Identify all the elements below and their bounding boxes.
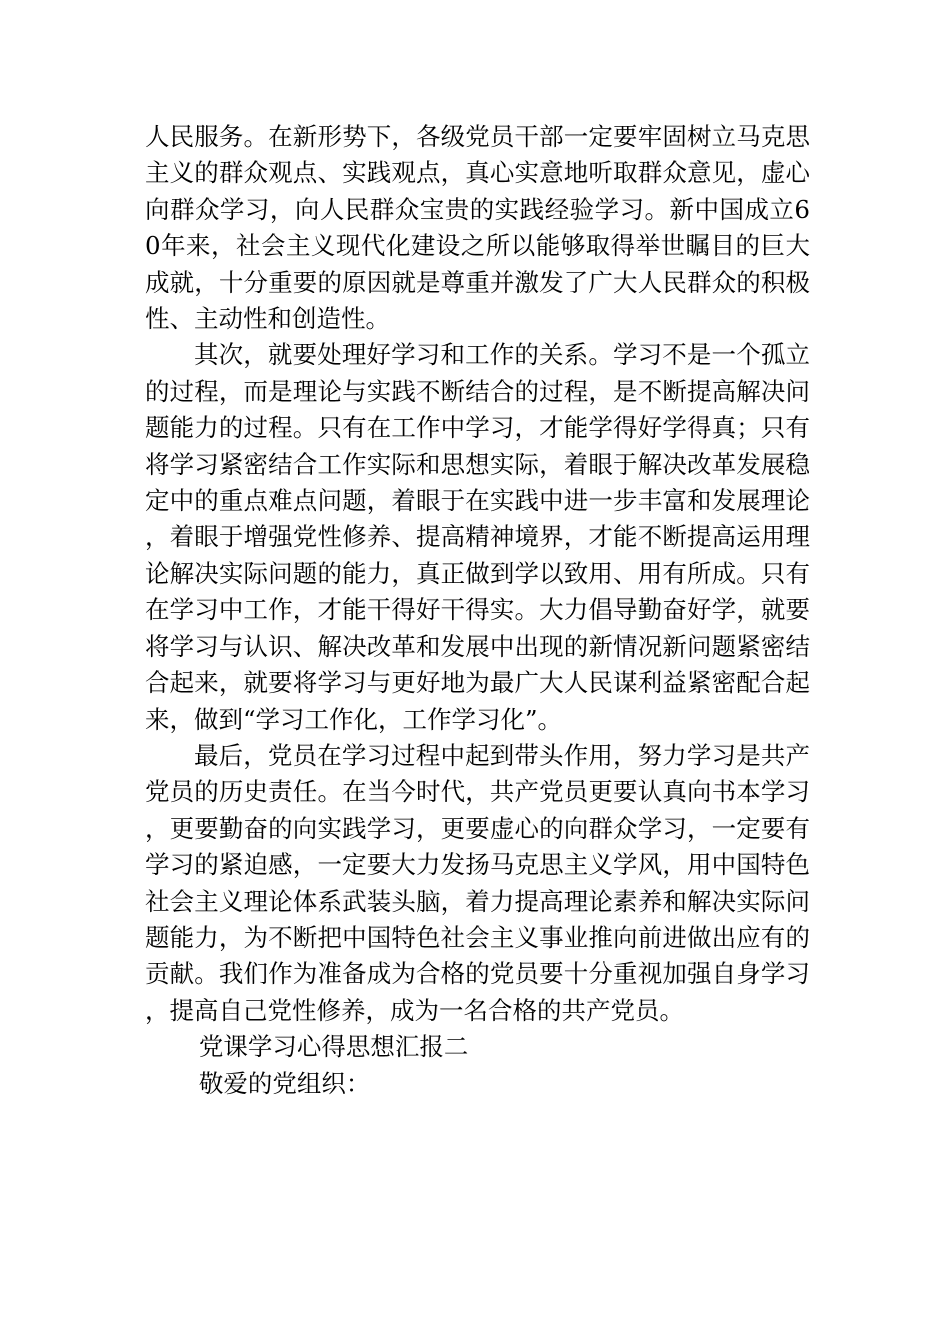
- paragraph-continuation: 人民服务。在新形势下，各级党员干部一定要牢固树立马克思主义的群众观点、实践观点，真心实意地听取群众意见，虚心向群众学习，向人民群众宝贵的实践经验学习。新中国成立60年来，社会主义现代化建设之所以能够取得举世瞩目的巨大成就，十分重要的原因就是尊重并激发了广大人民群众的积极性、主动性和创造性。: [145, 122, 810, 334]
- section-title: 党课学习心得思想汇报二: [198, 1032, 469, 1062]
- document-page: [145, 119, 810, 1102]
- salutation: 敬爱的党组织：: [198, 1068, 371, 1098]
- paragraph-last: 最后，党员在学习过程中起到带头作用，努力学习是共产党员的历史责任。在当今时代，共产党员更要认真向书本学习，更要勤奋的向实践学习，更要虚心的向群众学习，一定要有学习的紧迫感，一定要大力发扬马克思主义学风，用中国特色社会主义理论体系武装头脑，着力提高理论素养和解决实际问题能力，为不断把中国特色社会主义事业推向前进做出应有的贡献。我们作为准备成为合格的党员要十分重视加强自身学习，提高自己党性修养，成为一名合格的共产党员。: [145, 740, 810, 1025]
- paragraph-second: 其次，就要处理好学习和工作的关系。学习不是一个孤立的过程，而是理论与实践不断结合的过程，是不断提高解决问题能力的过程。只有在工作中学习，才能学得好学得真；只有将学习紧密结合工作实际和思想实际，着眼于解决改革发展稳定中的重点难点问题，着眼于在实践中进一步丰富和发展理论，着眼于增强党性修养、提高精神境界，才能不断提高运用理论解决实际问题的能力，真正做到学以致用、用有所成。只有在学习中工作，才能干得好干得实。大力倡导勤奋好学，就要将学习与认识、解决改革和发展中出现的新情况新问题紧密结合起来，就要将学习与更好地为最广大人民谋利益紧密配合起来，做到“学习工作化，工作学习化”。: [145, 340, 810, 734]
